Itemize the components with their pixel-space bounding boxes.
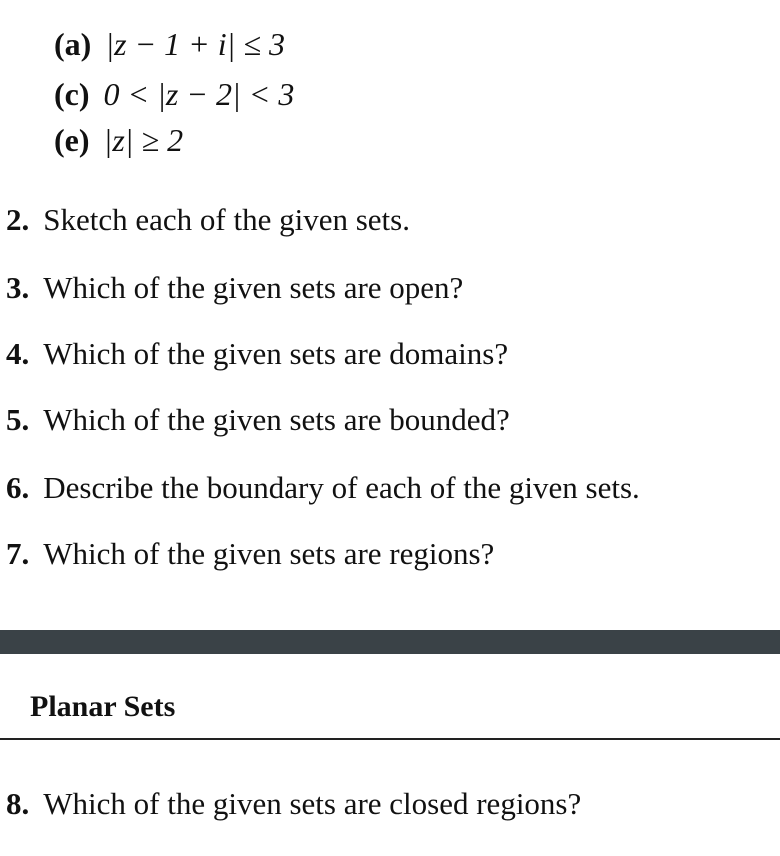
question-text: Describe the boundary of each of the given sets. (43, 470, 640, 505)
question-number: 4. (6, 336, 30, 371)
section-title: Planar Sets (30, 690, 176, 723)
question-text: Sketch each of the given sets. (43, 202, 410, 237)
question-8 (6, 786, 581, 822)
page-divider-bar (0, 630, 780, 654)
question-text: Which of the given sets are regions? (43, 536, 495, 571)
question-4 (6, 336, 508, 372)
set-e (54, 122, 183, 159)
set-a-label: (a) (54, 26, 92, 62)
set-a (54, 26, 285, 63)
question-number: 3. (6, 270, 30, 305)
question-text: Which of the given sets are closed regions? (43, 786, 582, 821)
question-2 (6, 202, 410, 238)
question-text: Which of the given sets are bounded? (43, 402, 510, 437)
question-number: 6. (6, 470, 30, 505)
set-a-expression: |z − 1 + i| ≤ 3 (105, 26, 285, 62)
question-text: Which of the given sets are domains? (43, 336, 509, 371)
question-number: 7. (6, 536, 30, 571)
question-number: 8. (6, 786, 30, 821)
question-7 (6, 536, 494, 572)
set-c (54, 76, 294, 113)
set-c-expression: 0 < |z − 2| < 3 (103, 76, 295, 112)
question-6 (6, 470, 640, 506)
section-rule (0, 738, 780, 740)
question-number: 5. (6, 402, 30, 437)
question-5 (6, 402, 510, 438)
set-e-label: (e) (54, 122, 90, 158)
question-number: 2. (6, 202, 30, 237)
question-text: Which of the given sets are open? (43, 270, 464, 305)
question-3 (6, 270, 463, 306)
set-c-label: (c) (54, 76, 90, 112)
set-e-expression: |z| ≥ 2 (103, 122, 184, 158)
